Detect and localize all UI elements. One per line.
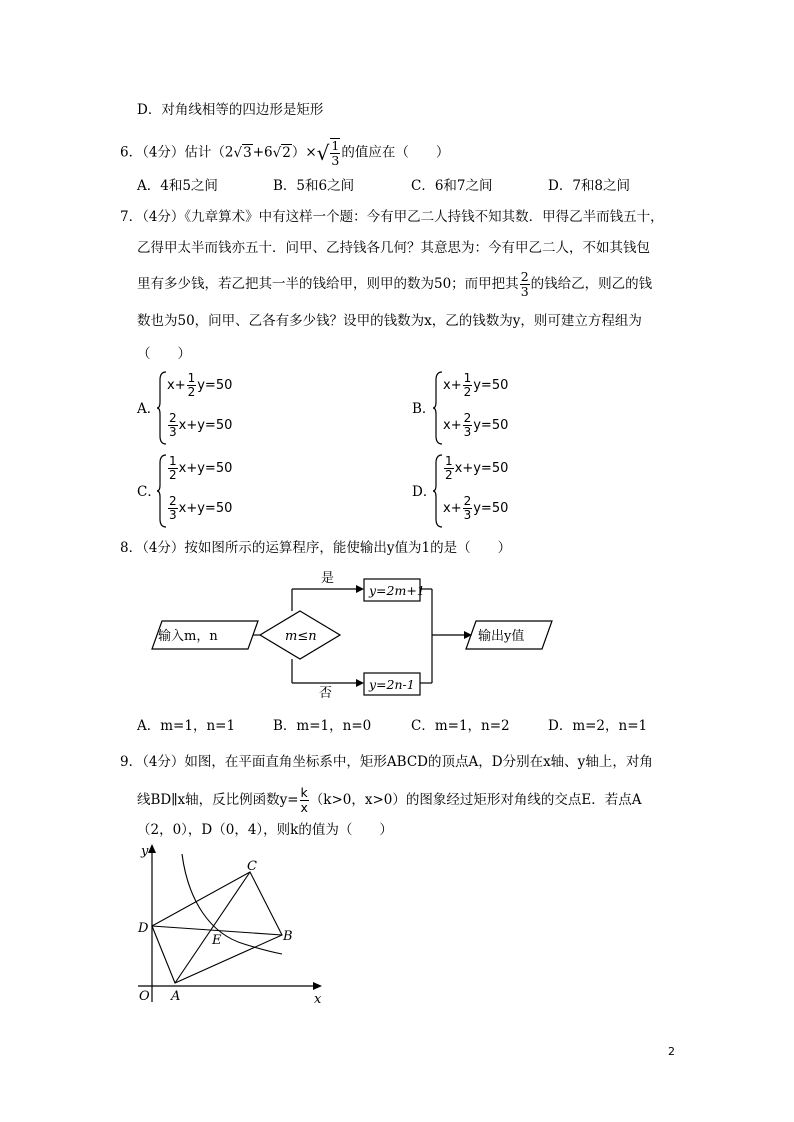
label-e: E: [212, 933, 222, 948]
q7-option-b-system: [433, 370, 553, 446]
eq-post: x+y=50: [178, 418, 233, 433]
q7-b-eq1: [443, 372, 508, 399]
eq-pre: x+: [443, 378, 462, 393]
eq-frac: $\frac{1}{2}$: [463, 371, 472, 399]
eq-pre: x+: [443, 501, 462, 516]
q6-option-d: D．7和8之间: [548, 178, 631, 194]
label-o: O: [139, 989, 150, 1004]
q7-d-eq1: [443, 455, 508, 482]
arrow-right-icon: [356, 679, 364, 687]
eq-post: x+y=50: [178, 501, 233, 516]
q7-option-d-system: [433, 453, 553, 529]
label-c: C: [247, 859, 257, 874]
hyperbola-curve: [182, 854, 282, 954]
eq-frac: $\frac{2}{3}$: [463, 494, 472, 522]
q7-b-eq2: [443, 412, 508, 439]
q7-a-eq2: [167, 412, 232, 439]
yes-formula: y=2m+1: [369, 583, 425, 598]
q9-line-2-prefix: 线BD∥x轴，反比例函数y=: [137, 792, 299, 808]
eq-frac: $\frac{1}{2}$: [169, 454, 177, 482]
eq-pre: x+: [443, 418, 462, 433]
output-label: 输出y值: [478, 629, 525, 644]
q7-option-a-label: A．: [137, 401, 161, 417]
q6-plus: +6: [252, 144, 273, 161]
label-a: A: [171, 989, 181, 1004]
eq-post: y=50: [473, 378, 509, 393]
label-d: D: [138, 921, 149, 936]
q8-option-a: A．m=1，n=1: [137, 718, 236, 734]
q6-stem: [120, 138, 449, 168]
input-label: 输入m，n: [158, 629, 218, 644]
yes-label: 是: [321, 571, 335, 586]
eq-frac: $\frac{2}{3}$: [463, 411, 472, 439]
x-axis-arrow-icon: [313, 982, 322, 990]
q6-times: ）×: [291, 144, 317, 161]
label-y: y: [141, 844, 149, 859]
q8-option-b: B．m=1，n=0: [273, 718, 372, 734]
q6-option-c: C．6和7之间: [411, 178, 493, 194]
q6-sqrt-frac: √: [316, 141, 330, 165]
q8-flowchart: [140, 566, 570, 700]
q7-fraction-two-thirds: $\frac{2}{3}$: [520, 269, 529, 299]
q5-option-d: D．对角线相等的四边形是矩形: [137, 102, 324, 118]
q6-sqrt-3: √3: [233, 144, 252, 161]
q7-c-eq1: [167, 455, 232, 482]
eq-post: x+y=50: [178, 461, 233, 476]
brace-icon: [157, 453, 167, 529]
brace-icon: [433, 370, 443, 446]
q8-option-c: C．m=1，n=2: [411, 718, 510, 734]
q7-c-eq2: [167, 495, 232, 522]
q6-option-a: A．4和5之间: [137, 178, 218, 194]
no-formula: y=2n-1: [369, 677, 415, 692]
condition-label: m≤n: [285, 629, 317, 644]
eq-frac: $\frac{2}{3}$: [169, 411, 177, 439]
label-x: x: [314, 992, 322, 1007]
q9-figure: [130, 840, 340, 1010]
eq-frac: $\frac{1}{2}$: [445, 454, 453, 482]
q7-option-d-label: D．: [412, 484, 437, 500]
q9-line-1: 9．（4分）如图，在平面直角坐标系中，矩形ABCD的顶点A，D分别在x轴、y轴上，对角: [120, 754, 653, 770]
q6-sqrt-2: √2: [272, 144, 291, 161]
eq-post: y=50: [197, 378, 233, 393]
eq-frac: $\frac{2}{3}$: [169, 494, 177, 522]
arrow-right-icon: [356, 585, 364, 593]
q7-d-eq2: [443, 495, 508, 522]
q7-line-5: （ ）: [137, 346, 191, 362]
label-b: B: [283, 929, 293, 944]
q9-line-2-suffix: （k>0，x>0）的图象经过矩形对角线的交点E．若点A: [309, 792, 642, 808]
q7-line-3-prefix: 里有多少钱，若乙把其一半的钱给甲，则甲的数为50；而甲把其: [137, 276, 519, 292]
brace-icon: [433, 453, 443, 529]
q9-line-2: [137, 786, 642, 815]
brace-icon: [157, 370, 167, 446]
eq-post: y=50: [473, 501, 509, 516]
q7-option-c-system: [157, 453, 277, 529]
q6-stem-prefix: 6．（4分）估计（2: [120, 144, 234, 161]
q9-line-3: （2，0），D（0，4），则k的值为（ ）: [137, 822, 393, 838]
q6-fraction: $\frac{1}{3}$: [331, 138, 340, 168]
q9-fraction-k-over-x: $\frac{k}{x}$: [300, 785, 308, 815]
q7-option-a-system: [157, 370, 277, 446]
eq-frac: $\frac{1}{2}$: [187, 371, 196, 399]
q7-line-2: 乙得甲太半而钱亦五十．问甲、乙持钱各几何？其意思为：今有甲乙二人，不如其钱包: [137, 240, 650, 256]
eq-pre: x+: [167, 378, 186, 393]
no-label: 否: [319, 686, 333, 700]
eq-post: x+y=50: [454, 461, 509, 476]
q6-option-b: B．5和6之间: [273, 178, 355, 194]
eq-post: y=50: [473, 418, 509, 433]
q7-line-4: 数也为50，问甲、乙各有多少钱？设甲的钱数为x，乙的钱数为y，则可建立方程组为: [137, 313, 642, 329]
y-axis-arrow-icon: [148, 844, 156, 853]
q6-stem-suffix: 的值应在（ ）: [341, 144, 450, 161]
page-number: 2: [668, 1045, 675, 1058]
q7-line-1: 7．（4分）《九章算术》中有这样一个题：今有甲乙二人持钱不知其数．甲得乙半而钱五十，: [120, 209, 664, 225]
q7-line-3: [137, 270, 652, 299]
q8-stem: 8．（4分）按如图所示的运算程序，能使输出y值为1的是（ ）: [120, 540, 512, 556]
q7-a-eq1: [167, 372, 232, 399]
q7-line-3-suffix: 的钱给乙，则乙的钱: [530, 276, 653, 292]
q7-option-c-label: C．: [137, 484, 161, 500]
q7-option-b-label: B．: [412, 401, 436, 417]
q8-option-d: D．m=2，n=1: [548, 718, 648, 734]
